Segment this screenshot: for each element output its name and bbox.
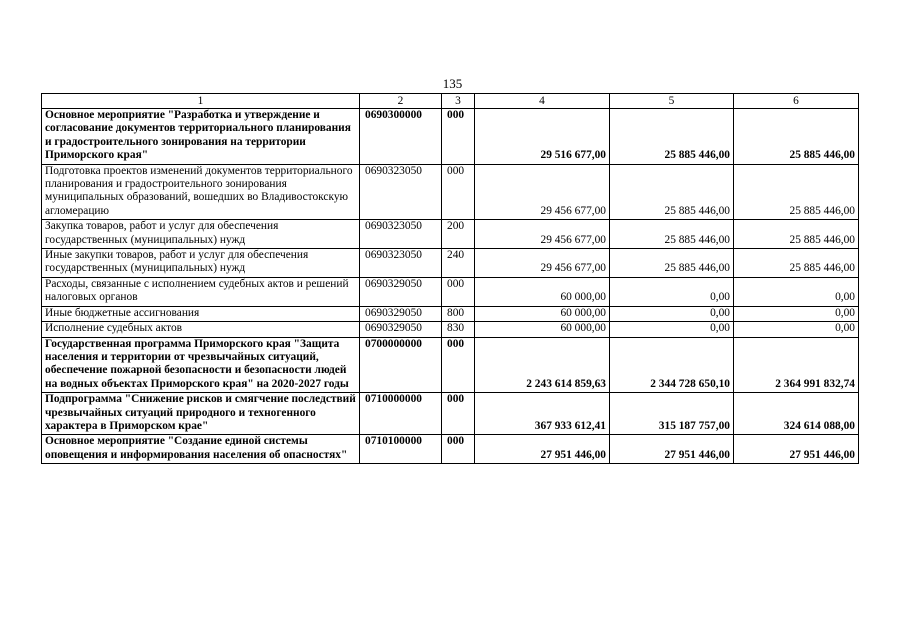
row-amount-col5: 315 187 757,00 [610, 393, 734, 435]
row-code: 0690323050 [360, 220, 442, 249]
row-amount-col5: 25 885 446,00 [610, 109, 734, 165]
row-amount-col6: 25 885 446,00 [734, 164, 859, 220]
row-amount-col5: 25 885 446,00 [610, 164, 734, 220]
row-code: 0690329050 [360, 306, 442, 321]
row-amount-col5: 25 885 446,00 [610, 249, 734, 278]
row-amount-col5: 0,00 [610, 277, 734, 306]
column-header: 5 [610, 94, 734, 109]
row-amount-col6: 0,00 [734, 322, 859, 337]
row-expense-type: 000 [442, 164, 475, 220]
row-amount-col4: 29 456 677,00 [475, 249, 610, 278]
row-expense-type: 000 [442, 435, 475, 464]
row-name: Расходы, связанные с исполнением судебных актов и решений налоговых органов [42, 277, 360, 306]
row-code: 0710100000 [360, 435, 442, 464]
row-expense-type: 000 [442, 109, 475, 165]
row-code: 0710000000 [360, 393, 442, 435]
table-row [42, 322, 859, 337]
row-name: Государственная программа Приморского края "Защита населения и территории от чрезвычайных ситуаций, обеспечение пожарной безопасности и безопасности людей на водных объектах Приморского края" на 2020-2027 годы [42, 337, 360, 393]
row-amount-col4: 27 951 446,00 [475, 435, 610, 464]
row-amount-col6: 0,00 [734, 306, 859, 321]
row-name: Подпрограмма "Снижение рисков и смягчение последствий чрезвычайных ситуаций природного и техногенного характера в Приморском крае" [42, 393, 360, 435]
row-expense-type: 240 [442, 249, 475, 278]
table-row [42, 249, 859, 278]
row-amount-col5: 2 344 728 650,10 [610, 337, 734, 393]
table-row [42, 306, 859, 321]
table-row [42, 435, 859, 464]
row-code: 0690323050 [360, 164, 442, 220]
row-amount-col4: 29 516 677,00 [475, 109, 610, 165]
row-code: 0700000000 [360, 337, 442, 393]
row-code: 0690300000 [360, 109, 442, 165]
row-amount-col6: 0,00 [734, 277, 859, 306]
row-amount-col6: 25 885 446,00 [734, 249, 859, 278]
row-amount-col5: 0,00 [610, 322, 734, 337]
row-amount-col4: 60 000,00 [475, 277, 610, 306]
row-amount-col4: 29 456 677,00 [475, 220, 610, 249]
row-amount-col6: 324 614 088,00 [734, 393, 859, 435]
row-name: Иные закупки товаров, работ и услуг для обеспечения государственных (муниципальных) нужд [42, 249, 360, 278]
row-expense-type: 200 [442, 220, 475, 249]
row-code: 0690323050 [360, 249, 442, 278]
row-expense-type: 800 [442, 306, 475, 321]
budget-table [41, 93, 859, 464]
table-header-row [42, 94, 859, 109]
row-expense-type: 000 [442, 337, 475, 393]
row-amount-col6: 2 364 991 832,74 [734, 337, 859, 393]
table-row [42, 277, 859, 306]
row-amount-col4: 2 243 614 859,63 [475, 337, 610, 393]
row-amount-col4: 367 933 612,41 [475, 393, 610, 435]
table-row [42, 220, 859, 249]
row-expense-type: 830 [442, 322, 475, 337]
row-name: Подготовка проектов изменений документов территориального планирования и градостроительного зонирования муниципальных образований, вошедших во Владивостокскую агломерацию [42, 164, 360, 220]
column-header: 3 [442, 94, 475, 109]
column-header: 1 [42, 94, 360, 109]
row-amount-col5: 27 951 446,00 [610, 435, 734, 464]
table-row [42, 337, 859, 393]
row-amount-col6: 25 885 446,00 [734, 109, 859, 165]
page-number: 135 [442, 76, 463, 91]
row-expense-type: 000 [442, 277, 475, 306]
row-amount-col6: 25 885 446,00 [734, 220, 859, 249]
row-name: Закупка товаров, работ и услуг для обеспечения государственных (муниципальных) нужд [42, 220, 360, 249]
table-row [42, 109, 859, 165]
table-row [42, 164, 859, 220]
column-header: 2 [360, 94, 442, 109]
row-expense-type: 000 [442, 393, 475, 435]
row-name: Основное мероприятие "Разработка и утверждение и согласование документов территориального планирования и градостроительного зонирования на территории Приморского края" [42, 109, 360, 165]
row-amount-col5: 25 885 446,00 [610, 220, 734, 249]
column-header: 6 [734, 94, 859, 109]
column-header: 4 [475, 94, 610, 109]
row-amount-col5: 0,00 [610, 306, 734, 321]
row-amount-col4: 60 000,00 [475, 322, 610, 337]
row-code: 0690329050 [360, 322, 442, 337]
row-code: 0690329050 [360, 277, 442, 306]
row-name: Основное мероприятие "Создание единой системы оповещения и информирования населения об опасностях" [42, 435, 360, 464]
row-amount-col6: 27 951 446,00 [734, 435, 859, 464]
table-row [42, 393, 859, 435]
row-amount-col4: 29 456 677,00 [475, 164, 610, 220]
row-amount-col4: 60 000,00 [475, 306, 610, 321]
row-name: Исполнение судебных актов [42, 322, 360, 337]
row-name: Иные бюджетные ассигнования [42, 306, 360, 321]
